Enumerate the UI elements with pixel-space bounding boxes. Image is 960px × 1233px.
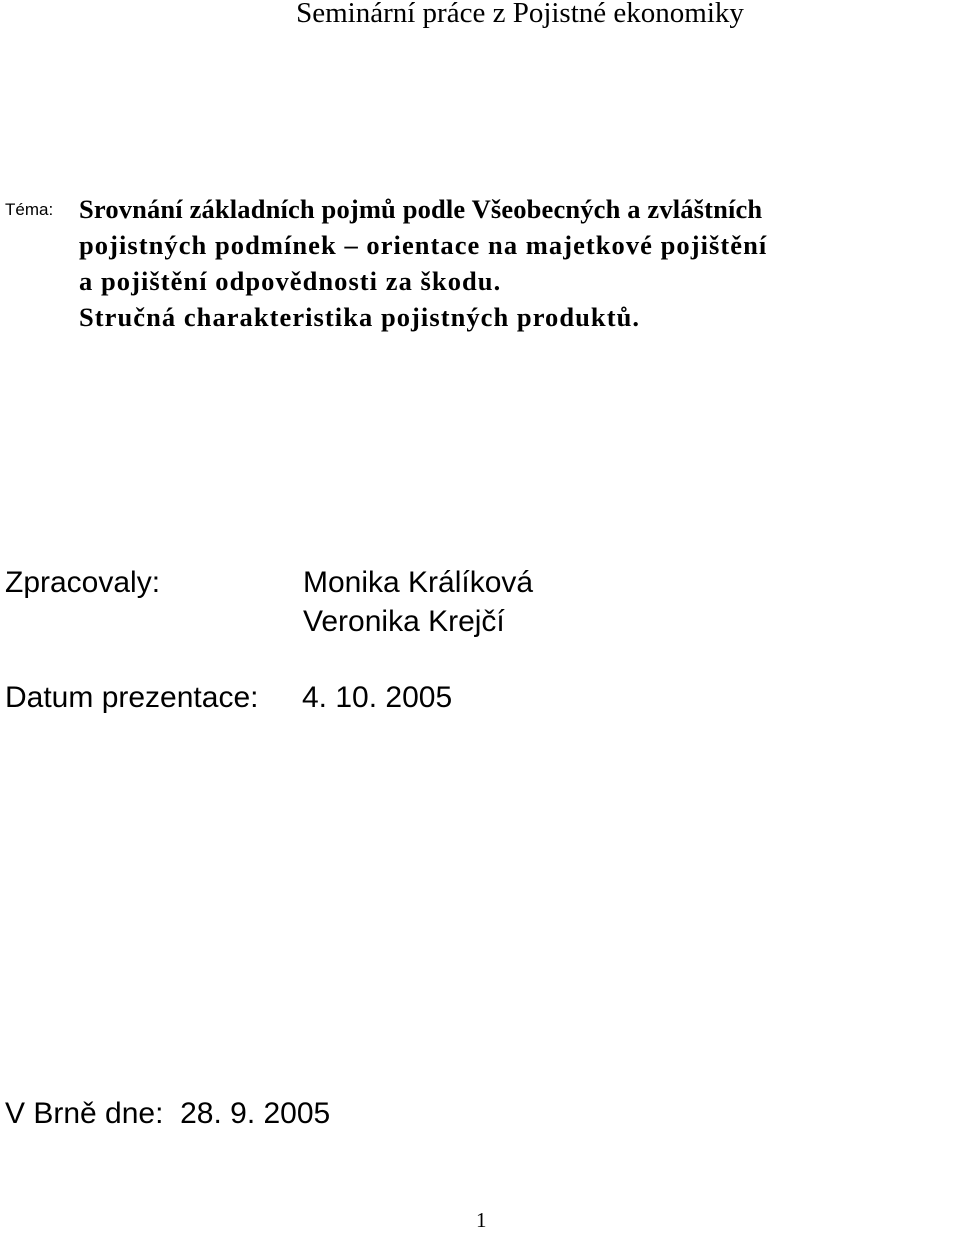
topic-line-2: pojistných podmínek – orientace na majetkové pojištění <box>79 230 768 260</box>
author-name: Veronika Krejčí <box>303 605 505 638</box>
authors-label: Zpracovaly: <box>5 566 161 599</box>
place-and-date: V Brně dne: 28. 9. 2005 <box>5 1097 331 1130</box>
presentation-date-label: Datum prezentace: <box>5 681 259 714</box>
topic-text <box>79 191 767 335</box>
topic-line-3: a pojištění odpovědnosti za škodu. <box>79 266 502 296</box>
author-name: Monika Králíková <box>303 566 534 599</box>
presentation-date: 4. 10. 2005 <box>302 681 453 714</box>
topic-label: Téma: <box>5 200 54 219</box>
topic-line-4: Stručná charakteristika pojistných produktů. <box>79 302 641 332</box>
page-number: 1 <box>476 1208 487 1232</box>
document-title: Seminární práce z Pojistné ekonomiky <box>296 0 744 29</box>
topic-line-1: Srovnání základních pojmů podle Všeobecných a zvláštních <box>79 194 763 224</box>
